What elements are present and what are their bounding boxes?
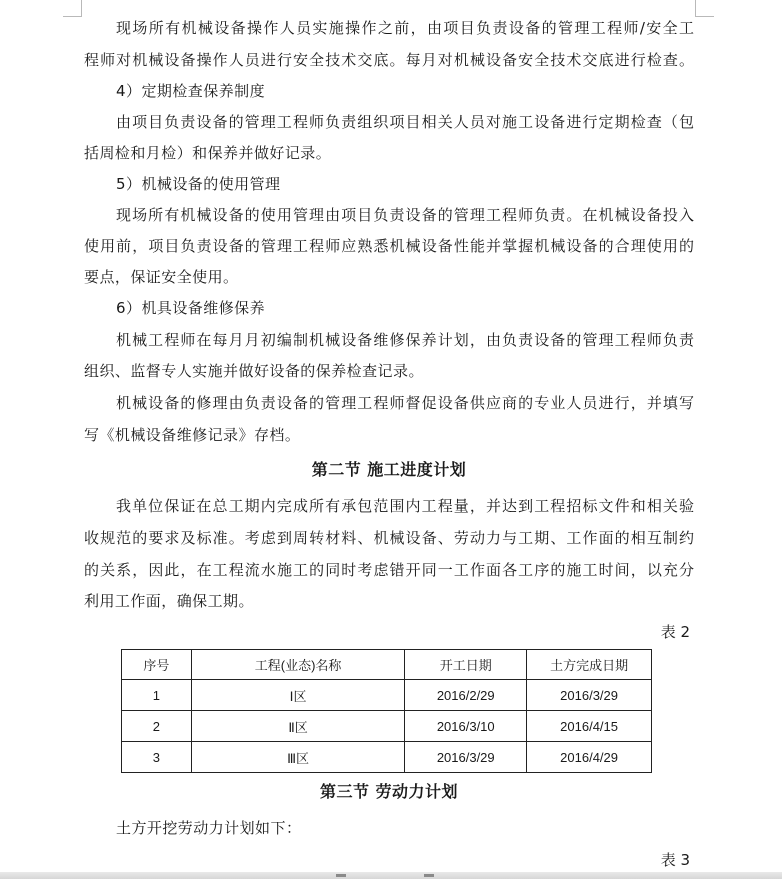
paragraph-line: 括周检和月检）和保养并做好记录。 [84,144,332,162]
paragraph-line: 的关系，因此，在工程流水施工的同时考虑错开同一工作面各工序的施工时间，以充分 [84,561,694,579]
cell-finish-date: 2016/4/15 [527,711,652,742]
page-corner-mark-left [63,0,82,17]
paragraph-line: 现场所有机械设备操作人员实施操作之前，由项目负责设备的管理工程师/安全工 [116,19,694,37]
paragraph-line: 机械工程师在每月月初编制机械设备维修保养计划，由负责设备的管理工程师负责 [116,331,694,349]
construction-schedule-table [121,649,652,773]
cell-project-name: Ⅱ区 [191,711,404,742]
cell-finish-date: 2016/4/29 [527,742,652,773]
table-row [122,711,652,742]
paragraph-line: 利用工作面，确保工期。 [84,592,254,610]
subheading-4: 4）定期检查保养制度 [116,82,266,100]
subheading-5: 5）机械设备的使用管理 [116,175,281,193]
cell-finish-date: 2016/3/29 [527,680,652,711]
scrollbar-grip-icon [336,874,346,877]
table-row [122,742,652,773]
col-header-start-date: 开工日期 [405,650,527,680]
subheading-6: 6）机具设备维修保养 [116,299,266,317]
paragraph-line: 组织、监督专人实施并做好设备的保养检查记录。 [84,362,424,380]
table-3-caption: 表 3 [660,851,690,869]
section-2-title: 第二节 施工进度计划 [311,460,467,479]
paragraph-line: 机械设备的修理由负责设备的管理工程师督促设备供应商的专业人员进行，并填写 [116,394,694,412]
paragraph-line: 现场所有机械设备的使用管理由项目负责设备的管理工程师负责。在机械设备投入 [116,206,694,224]
table-row [122,680,652,711]
cell-index: 2 [122,711,192,742]
cell-project-name: Ⅲ区 [191,742,404,773]
col-header-project-name: 工程(业态)名称 [191,650,404,680]
cell-index: 3 [122,742,192,773]
table-header-row [122,650,652,680]
paragraph-line: 由项目负责设备的管理工程师负责组织项目相关人员对施工设备进行定期检查（包 [116,113,694,131]
paragraph-line: 我单位保证在总工期内完成所有承包范围内工程量，并达到工程招标文件和相关验 [116,497,694,515]
paragraph-line: 土方开挖劳动力计划如下： [116,819,302,837]
table-2-caption: 表 2 [660,623,690,641]
cell-project-name: Ⅰ区 [191,680,404,711]
cell-start-date: 2016/2/29 [405,680,527,711]
col-header-earthwork-finish-date: 土方完成日期 [527,650,652,680]
paragraph-line: 收规范的要求及标准。考虑到周转材料、机械设备、劳动力与工期、工作面的相互制约 [84,529,694,547]
page-corner-mark-right [695,0,714,17]
col-header-index: 序号 [122,650,192,680]
scrollbar-grip-icon [424,874,434,877]
cell-index: 1 [122,680,192,711]
paragraph-line: 要点，保证安全使用。 [84,268,239,286]
paragraph-line: 程师对机械设备操作人员进行安全技术交底。每月对机械设备安全技术交底进行检查。 [84,51,694,69]
section-3-title: 第三节 劳动力计划 [319,782,459,801]
horizontal-scrollbar[interactable] [0,872,782,879]
cell-start-date: 2016/3/29 [405,742,527,773]
paragraph-line: 写《机械设备维修记录》存档。 [84,426,301,444]
cell-start-date: 2016/3/10 [405,711,527,742]
paragraph-line: 使用前，项目负责设备的管理工程师应熟悉机械设备性能并掌握机械设备的合理使用的 [84,237,694,255]
